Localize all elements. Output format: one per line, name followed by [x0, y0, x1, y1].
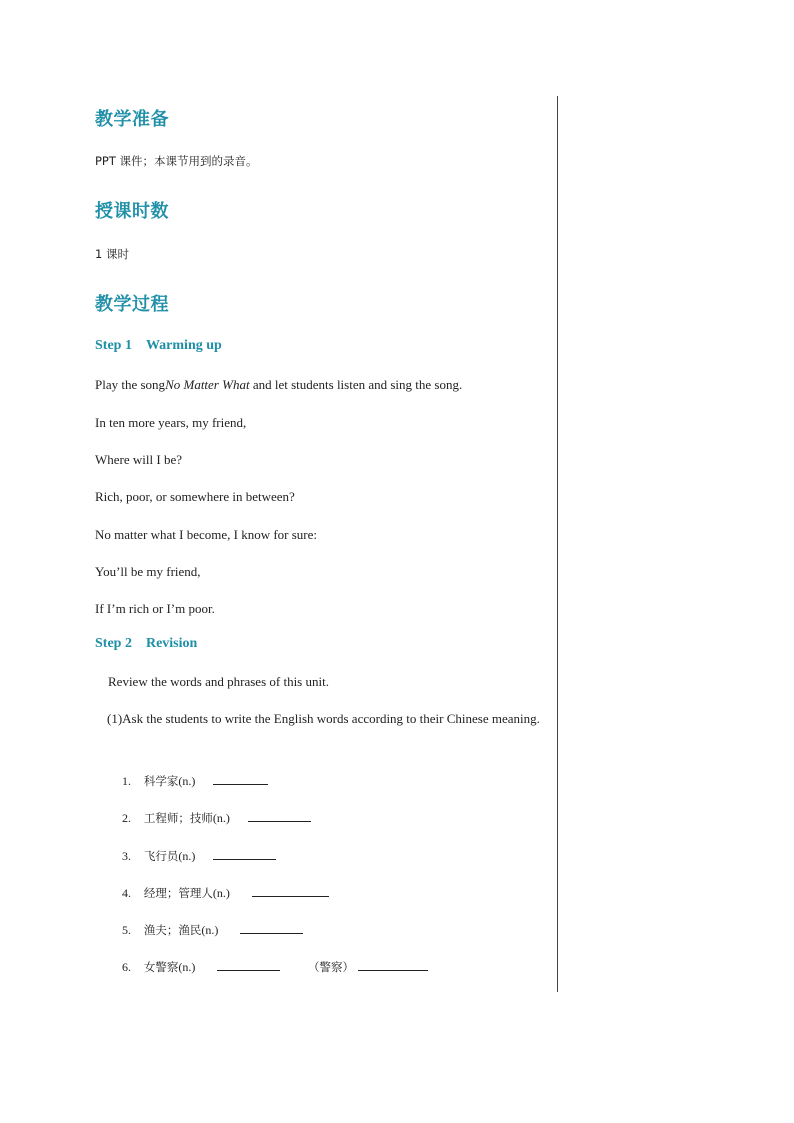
item-pos: (n.) — [212, 811, 230, 825]
answer-blank[interactable] — [358, 958, 428, 971]
lyric-line: No matter what I become, I know for sure: — [95, 527, 318, 542]
item-chinese: 飞行员 — [143, 849, 179, 863]
step1-title: Warming up — [145, 338, 222, 353]
step1-intro-after: and let students listen and sing the song. — [249, 377, 463, 392]
item-chinese: 女警察 — [143, 960, 179, 974]
step1-label: Step 1 — [95, 338, 132, 353]
answer-blank[interactable] — [252, 884, 329, 897]
item-chinese: 科学家 — [143, 774, 179, 788]
item-number: 5. — [122, 923, 131, 937]
lyric-line: You’ll be my friend, — [95, 564, 201, 579]
vocab-item — [122, 772, 268, 789]
class-hours-text: 1 课时 — [95, 247, 129, 261]
step2-label: Step 2 — [95, 636, 132, 651]
margin-rule — [557, 96, 558, 992]
item-number: 4. — [122, 886, 131, 900]
item-chinese: 渔夫；渔民 — [143, 923, 202, 937]
vocab-item — [122, 884, 329, 901]
item-number: 6. — [122, 960, 131, 974]
item-number: 3. — [122, 849, 131, 863]
section-heading-preparation: 教学准备 — [95, 109, 169, 130]
song-title: No Matter What — [165, 377, 250, 392]
preparation-text: PPT 课件；本课节用到的录音。 — [95, 154, 258, 168]
step2-title: Revision — [145, 636, 198, 651]
answer-blank[interactable] — [213, 847, 276, 860]
step2-heading — [95, 636, 197, 652]
vocab-item — [122, 847, 276, 864]
item-pos: (n.) — [178, 774, 196, 788]
section-heading-class-hours: 授课时数 — [95, 201, 169, 222]
answer-blank[interactable] — [217, 958, 280, 971]
lyric-line: Rich, poor, or somewhere in between? — [95, 489, 295, 504]
item-pos: (n.) — [178, 960, 196, 974]
section-heading-process: 教学过程 — [95, 294, 169, 315]
review-text: Review the words and phrases of this unit. — [108, 674, 329, 689]
lyric-line: Where will I be? — [95, 452, 182, 467]
answer-blank[interactable] — [240, 921, 303, 934]
item-number: 1. — [122, 774, 131, 788]
answer-blank[interactable] — [248, 809, 311, 822]
step1-intro — [95, 377, 462, 393]
lyric-line: If I’m rich or I’m poor. — [95, 601, 215, 616]
vocab-item — [122, 921, 303, 938]
vocab-item — [122, 809, 311, 826]
item-extra-hint: （警察） — [307, 960, 354, 974]
item-pos: (n.) — [178, 849, 196, 863]
answer-blank[interactable] — [213, 772, 268, 785]
task-instruction: (1)Ask the students to write the English words according to their Chinese meaning. — [107, 711, 540, 726]
vocab-item — [122, 958, 428, 975]
lyric-line: In ten more years, my friend, — [95, 415, 247, 430]
step1-heading — [95, 338, 222, 354]
step1-intro-before: Play the song — [95, 377, 166, 392]
item-pos: (n.) — [212, 886, 230, 900]
item-pos: (n.) — [201, 923, 219, 937]
item-chinese: 经理；管理人 — [143, 886, 213, 900]
item-chinese: 工程师；技师 — [143, 811, 213, 825]
item-number: 2. — [122, 811, 131, 825]
